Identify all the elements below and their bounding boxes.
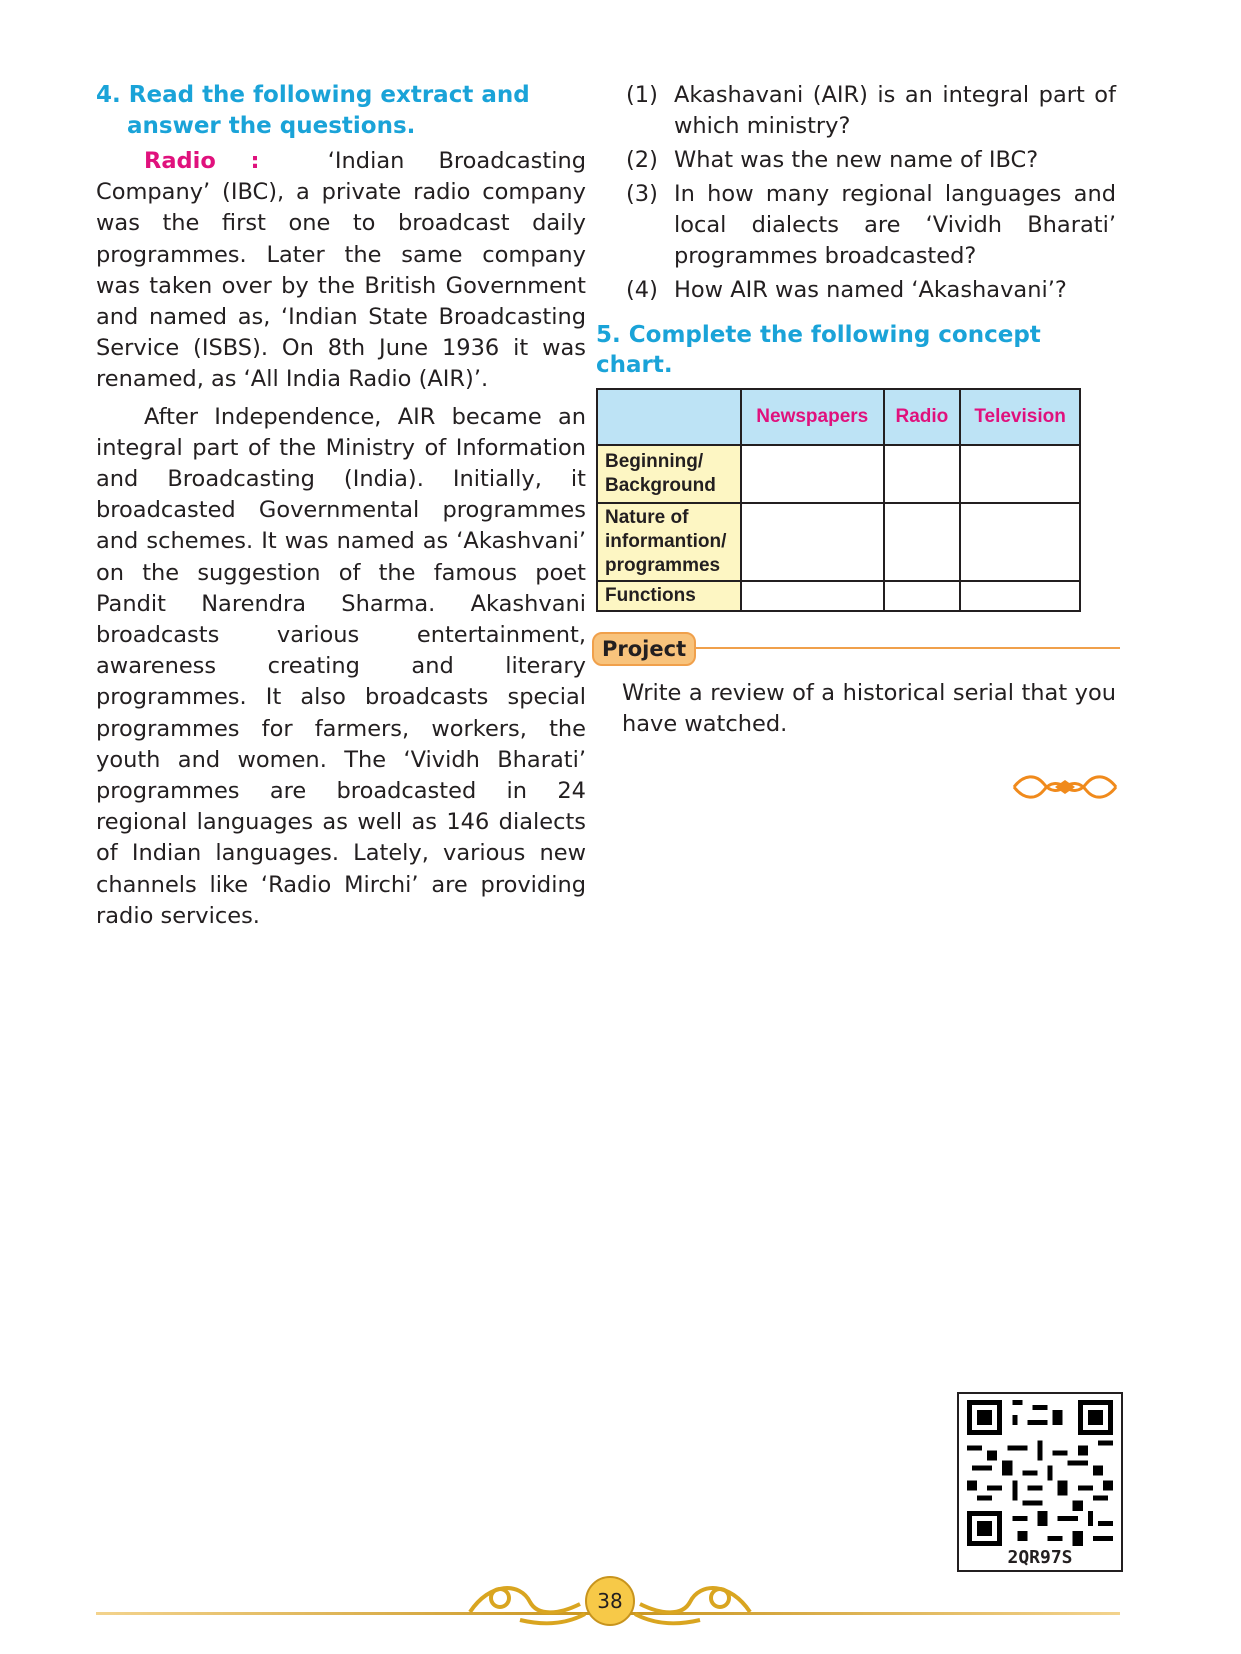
question-text: What was the new name of IBC?: [674, 147, 1039, 173]
answer-cell[interactable]: [741, 503, 884, 581]
project-divider: [672, 647, 1120, 649]
list-item: [626, 179, 1116, 272]
question-number: (1): [626, 82, 658, 108]
project-label: Project: [592, 632, 696, 666]
question-5-number: 5.: [596, 322, 621, 348]
row-header: Nature of informantion/ programmes: [597, 503, 741, 581]
row-header: Beginning/ Background: [597, 445, 741, 503]
answer-cell[interactable]: [741, 445, 884, 503]
radio-paragraph-1: [96, 146, 586, 396]
question-text: In how many regional languages and local dialects are ‘Vividh Bharati’ programmes broadcasted?: [674, 181, 1116, 269]
list-item: [626, 80, 1116, 142]
table-row: [597, 445, 1080, 503]
project-header: [592, 632, 1116, 666]
right-column: [596, 80, 1116, 740]
question-number: (4): [626, 277, 658, 303]
qr-code-box: [957, 1392, 1123, 1572]
answer-cell[interactable]: [884, 503, 961, 581]
question-4-heading: [96, 80, 586, 142]
column-header: Radio: [884, 389, 961, 445]
question-text: How AIR was named ‘Akashavani’?: [674, 277, 1067, 303]
page-number: 38: [585, 1576, 635, 1626]
project-text: Write a review of a historical serial that you have watched.: [622, 680, 1116, 737]
qr-code-label: 2QR97S: [1007, 1547, 1073, 1568]
radio-label: Radio :: [144, 148, 260, 174]
answer-cell[interactable]: [960, 581, 1080, 611]
answer-cell[interactable]: [884, 581, 961, 611]
table-header-row: [597, 389, 1080, 445]
answer-cell[interactable]: [741, 581, 884, 611]
answer-cell[interactable]: [960, 445, 1080, 503]
question-5-title: Complete the following concept chart.: [596, 322, 1041, 378]
question-number: (3): [626, 181, 658, 207]
qr-code-icon: [967, 1400, 1113, 1546]
row-header: Functions: [597, 581, 741, 611]
column-header: Newspapers: [741, 389, 884, 445]
list-item: [626, 275, 1116, 306]
question-number: (2): [626, 147, 658, 173]
question-4-number: 4.: [96, 82, 121, 108]
concept-chart-table: [596, 388, 1081, 612]
column-header: Television: [960, 389, 1080, 445]
decorative-ornament-icon: [1010, 772, 1120, 802]
table-row: [597, 503, 1080, 581]
answer-cell[interactable]: [960, 503, 1080, 581]
question-5-heading: [596, 320, 1116, 380]
table-row: [597, 581, 1080, 611]
question-4-list: [626, 80, 1116, 306]
answer-cell[interactable]: [884, 445, 961, 503]
question-4-title: Read the following extract and answer the questions.: [127, 82, 530, 139]
radio-paragraph-2: After Independence, AIR became an integral part of the Ministry of Information and Broadcasting (India). Initially, it broadcasted Governmental programmes and schemes. It was named as ‘Akashvani’ on the suggestion of the famous poet Pandit Narendra Sharma. Akashvani broadcasts various entertainment, awareness creating and literary programmes. It also broadcasts special programmes for farmers, workers, the youth and women. The ‘Vividh Bharati’ programmes are broadcasted in 24 regional languages as well as 146 dialects of Indian languages. Lately, various new channels like ‘Radio Mirchi’ are providing radio services.: [96, 403, 586, 929]
left-column: [96, 80, 586, 932]
question-text: Akashavani (AIR) is an integral part of which ministry?: [674, 82, 1116, 139]
list-item: [626, 145, 1116, 176]
table-corner-cell: [597, 389, 741, 445]
radio-paragraph-1-text: ‘Indian Broadcasting Company’ (IBC), a private radio company was the first one to broadcast daily programmes. Later the same company was taken over by the British Government and named as, ‘Indian State Broadcasting Service (ISBS). On 8th June 1936 it was renamed, as ‘All India Radio (AIR)’.: [96, 148, 586, 393]
